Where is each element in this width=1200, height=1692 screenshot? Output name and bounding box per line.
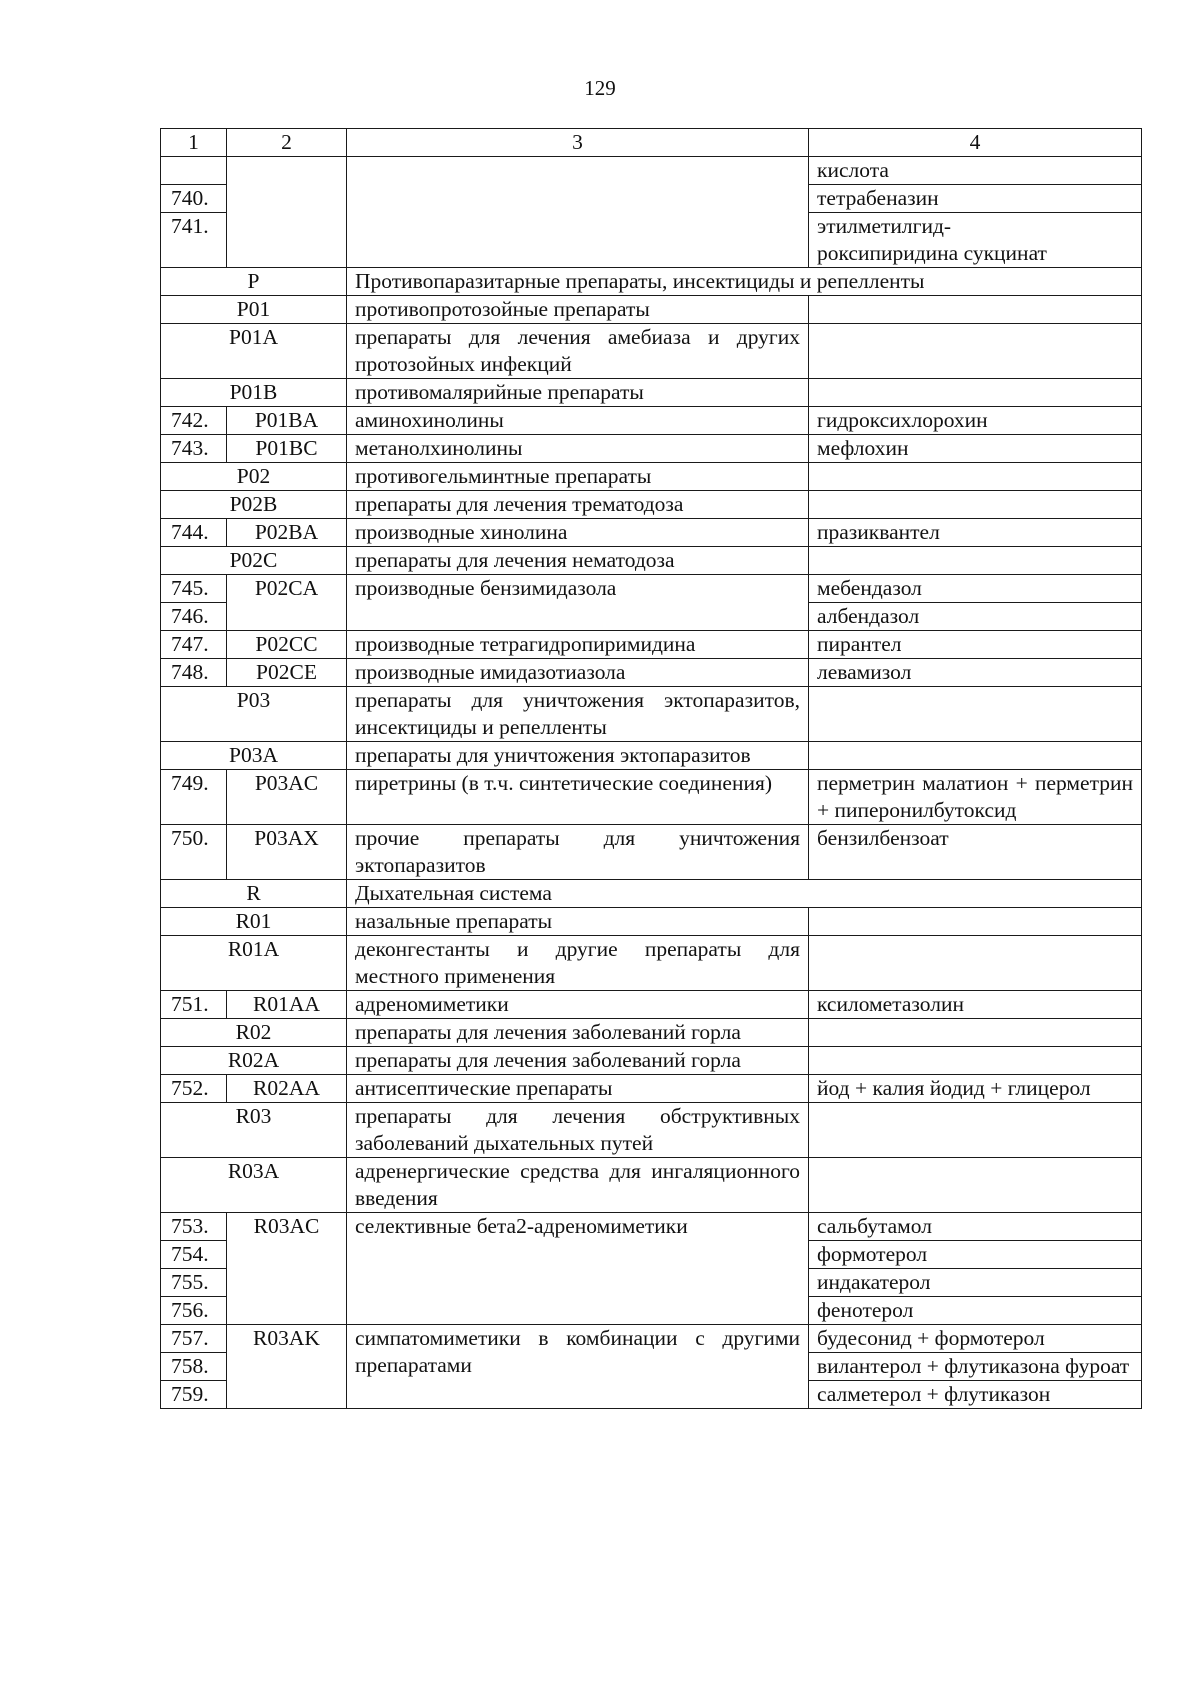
table-row bbox=[161, 991, 1142, 1019]
atc-group-code: P01 bbox=[161, 296, 347, 324]
group-description: антисептические препараты bbox=[347, 1075, 809, 1103]
group-description: производные бензимидазола bbox=[347, 575, 809, 631]
group-description: противопротозойные препараты bbox=[347, 296, 809, 324]
header-col-4: 4 bbox=[809, 129, 1142, 157]
group-description: симпатомиметики в комбинации с другими препаратами bbox=[347, 1325, 809, 1409]
row-number: 746. bbox=[161, 603, 227, 631]
drug-name: этилметилгид- роксипиридина сукцинат bbox=[809, 213, 1142, 268]
drug-name: ксилометазолин bbox=[809, 991, 1142, 1019]
atc-code: P02CE bbox=[227, 659, 347, 687]
group-description: метанолхинолины bbox=[347, 435, 809, 463]
atc-code: P03AX bbox=[227, 825, 347, 880]
atc-group-code: R02A bbox=[161, 1047, 347, 1075]
table-row bbox=[161, 880, 1142, 908]
row-number: 742. bbox=[161, 407, 227, 435]
table-row bbox=[161, 519, 1142, 547]
drug-name: мефлохин bbox=[809, 435, 1142, 463]
atc-code: P02BA bbox=[227, 519, 347, 547]
drug-name bbox=[809, 687, 1142, 742]
drug-name: перметрин малатион + перметрин + пиперонилбутоксид bbox=[809, 770, 1142, 825]
atc-code: P03AC bbox=[227, 770, 347, 825]
drug-name: формотерол bbox=[809, 1241, 1142, 1269]
table-row bbox=[161, 435, 1142, 463]
atc-group-code: P02C bbox=[161, 547, 347, 575]
drug-name bbox=[809, 463, 1142, 491]
row-number: 741. bbox=[161, 213, 227, 268]
atc-group-code: P02B bbox=[161, 491, 347, 519]
drug-name bbox=[809, 1019, 1142, 1047]
table-row bbox=[161, 296, 1142, 324]
table-row bbox=[161, 324, 1142, 379]
drug-name bbox=[809, 296, 1142, 324]
page-number: 129 bbox=[584, 76, 616, 100]
group-description: препараты для лечения заболеваний горла bbox=[347, 1019, 809, 1047]
group-description: производные имидазотиазола bbox=[347, 659, 809, 687]
drug-name: йод + калия йодид + глицерол bbox=[809, 1075, 1142, 1103]
atc-group-code: P01A bbox=[161, 324, 347, 379]
row-number: 747. bbox=[161, 631, 227, 659]
atc-code: R03AC bbox=[227, 1213, 347, 1325]
drug-name bbox=[809, 1158, 1142, 1213]
table-row bbox=[161, 1103, 1142, 1158]
table-row bbox=[161, 742, 1142, 770]
group-description: производные хинолина bbox=[347, 519, 809, 547]
atc-group-code: R01A bbox=[161, 936, 347, 991]
group-description: адренергические средства для ингаляционного введения bbox=[347, 1158, 809, 1213]
drug-name bbox=[809, 936, 1142, 991]
drug-name: тетрабеназин bbox=[809, 185, 1142, 213]
table-row bbox=[161, 1158, 1142, 1213]
atc-code: R02AA bbox=[227, 1075, 347, 1103]
table-row bbox=[161, 1019, 1142, 1047]
row-number: 759. bbox=[161, 1381, 227, 1409]
group-description: препараты для уничтожения эктопаразитов, инсектициды и репелленты bbox=[347, 687, 809, 742]
group-description: адреномиметики bbox=[347, 991, 809, 1019]
table-row bbox=[161, 631, 1142, 659]
atc-group-code: R bbox=[161, 880, 347, 908]
drug-name bbox=[809, 547, 1142, 575]
atc-group-code: R03A bbox=[161, 1158, 347, 1213]
header-col-1: 1 bbox=[161, 129, 227, 157]
row-number: 758. bbox=[161, 1353, 227, 1381]
table-row bbox=[161, 268, 1142, 296]
group-description: Противопаразитарные препараты, инсектициды и репелленты bbox=[347, 268, 1142, 296]
drug-name: кислота bbox=[809, 157, 1142, 185]
drug-name bbox=[809, 1047, 1142, 1075]
header-col-2: 2 bbox=[227, 129, 347, 157]
group-description: препараты для уничтожения эктопаразитов bbox=[347, 742, 809, 770]
table-row bbox=[161, 407, 1142, 435]
drug-name: гидроксихлорохин bbox=[809, 407, 1142, 435]
atc-group-code: R03 bbox=[161, 1103, 347, 1158]
atc-code: P01BC bbox=[227, 435, 347, 463]
row-number: 750. bbox=[161, 825, 227, 880]
group-description: аминохинолины bbox=[347, 407, 809, 435]
table-row bbox=[161, 825, 1142, 880]
group-description: пиретрины (в т.ч. синтетические соединения) bbox=[347, 770, 809, 825]
atc-code bbox=[227, 157, 347, 268]
group-description: препараты для лечения обструктивных заболеваний дыхательных путей bbox=[347, 1103, 809, 1158]
row-number: 745. bbox=[161, 575, 227, 603]
row-number: 744. bbox=[161, 519, 227, 547]
table-row bbox=[161, 1047, 1142, 1075]
drug-name: фенотерол bbox=[809, 1297, 1142, 1325]
drug-name: празиквантел bbox=[809, 519, 1142, 547]
row-number: 740. bbox=[161, 185, 227, 213]
drug-name bbox=[809, 742, 1142, 770]
table-row bbox=[161, 491, 1142, 519]
drug-name bbox=[809, 491, 1142, 519]
atc-code: P02CC bbox=[227, 631, 347, 659]
table-row bbox=[161, 908, 1142, 936]
atc-group-code: R02 bbox=[161, 1019, 347, 1047]
header-col-3: 3 bbox=[347, 129, 809, 157]
table-row bbox=[161, 1325, 1142, 1353]
row-number: 752. bbox=[161, 1075, 227, 1103]
drug-name bbox=[809, 324, 1142, 379]
atc-group-code: P03A bbox=[161, 742, 347, 770]
row-number: 753. bbox=[161, 1213, 227, 1241]
table-header-row bbox=[161, 129, 1142, 157]
row-number: 757. bbox=[161, 1325, 227, 1353]
drug-name: мебендазол bbox=[809, 575, 1142, 603]
table-row bbox=[161, 379, 1142, 407]
row-number: 751. bbox=[161, 991, 227, 1019]
drug-name bbox=[809, 379, 1142, 407]
atc-group-code: P bbox=[161, 268, 347, 296]
group-description: препараты для лечения нематодоза bbox=[347, 547, 809, 575]
group-description: селективные бета2-адреномиметики bbox=[347, 1213, 809, 1325]
atc-code: P01BA bbox=[227, 407, 347, 435]
drug-name: индакатерол bbox=[809, 1269, 1142, 1297]
group-description bbox=[347, 157, 809, 268]
group-description: препараты для лечения трематодоза bbox=[347, 491, 809, 519]
atc-group-code: P01B bbox=[161, 379, 347, 407]
drug-name: пирантел bbox=[809, 631, 1142, 659]
drug-name: салметерол + флутиказон bbox=[809, 1381, 1142, 1409]
row-number: 748. bbox=[161, 659, 227, 687]
drug-name: будесонид + формотерол bbox=[809, 1325, 1142, 1353]
atc-group-code: P03 bbox=[161, 687, 347, 742]
group-description: противомалярийные препараты bbox=[347, 379, 809, 407]
atc-code: R01AA bbox=[227, 991, 347, 1019]
group-description: производные тетрагидропиримидина bbox=[347, 631, 809, 659]
table-row bbox=[161, 547, 1142, 575]
group-description: препараты для лечения амебиаза и других протозойных инфекций bbox=[347, 324, 809, 379]
atc-code: R03AK bbox=[227, 1325, 347, 1409]
group-description: препараты для лечения заболеваний горла bbox=[347, 1047, 809, 1075]
table-row bbox=[161, 575, 1142, 603]
group-description: прочие препараты для уничтожения эктопаразитов bbox=[347, 825, 809, 880]
drug-classification-table bbox=[160, 128, 1142, 1409]
row-number: 755. bbox=[161, 1269, 227, 1297]
table-row bbox=[161, 770, 1142, 825]
drug-name: левамизол bbox=[809, 659, 1142, 687]
table-row bbox=[161, 936, 1142, 991]
row-number bbox=[161, 157, 227, 185]
atc-group-code: R01 bbox=[161, 908, 347, 936]
atc-code: P02CA bbox=[227, 575, 347, 631]
table-row bbox=[161, 1075, 1142, 1103]
row-number: 743. bbox=[161, 435, 227, 463]
table-row bbox=[161, 659, 1142, 687]
drug-name bbox=[809, 1103, 1142, 1158]
row-number: 756. bbox=[161, 1297, 227, 1325]
group-description: Дыхательная система bbox=[347, 880, 1142, 908]
atc-group-code: P02 bbox=[161, 463, 347, 491]
table-row bbox=[161, 463, 1142, 491]
row-number: 754. bbox=[161, 1241, 227, 1269]
group-description: назальные препараты bbox=[347, 908, 809, 936]
drug-name bbox=[809, 908, 1142, 936]
drug-name: сальбутамол bbox=[809, 1213, 1142, 1241]
table-row bbox=[161, 687, 1142, 742]
table-row bbox=[161, 1213, 1142, 1241]
row-number: 749. bbox=[161, 770, 227, 825]
group-description: деконгестанты и другие препараты для местного применения bbox=[347, 936, 809, 991]
drug-name: албендазол bbox=[809, 603, 1142, 631]
drug-name: вилантерол + флутиказона фуроат bbox=[809, 1353, 1142, 1381]
table-row bbox=[161, 157, 1142, 185]
drug-name: бензилбензоат bbox=[809, 825, 1142, 880]
group-description: противогельминтные препараты bbox=[347, 463, 809, 491]
